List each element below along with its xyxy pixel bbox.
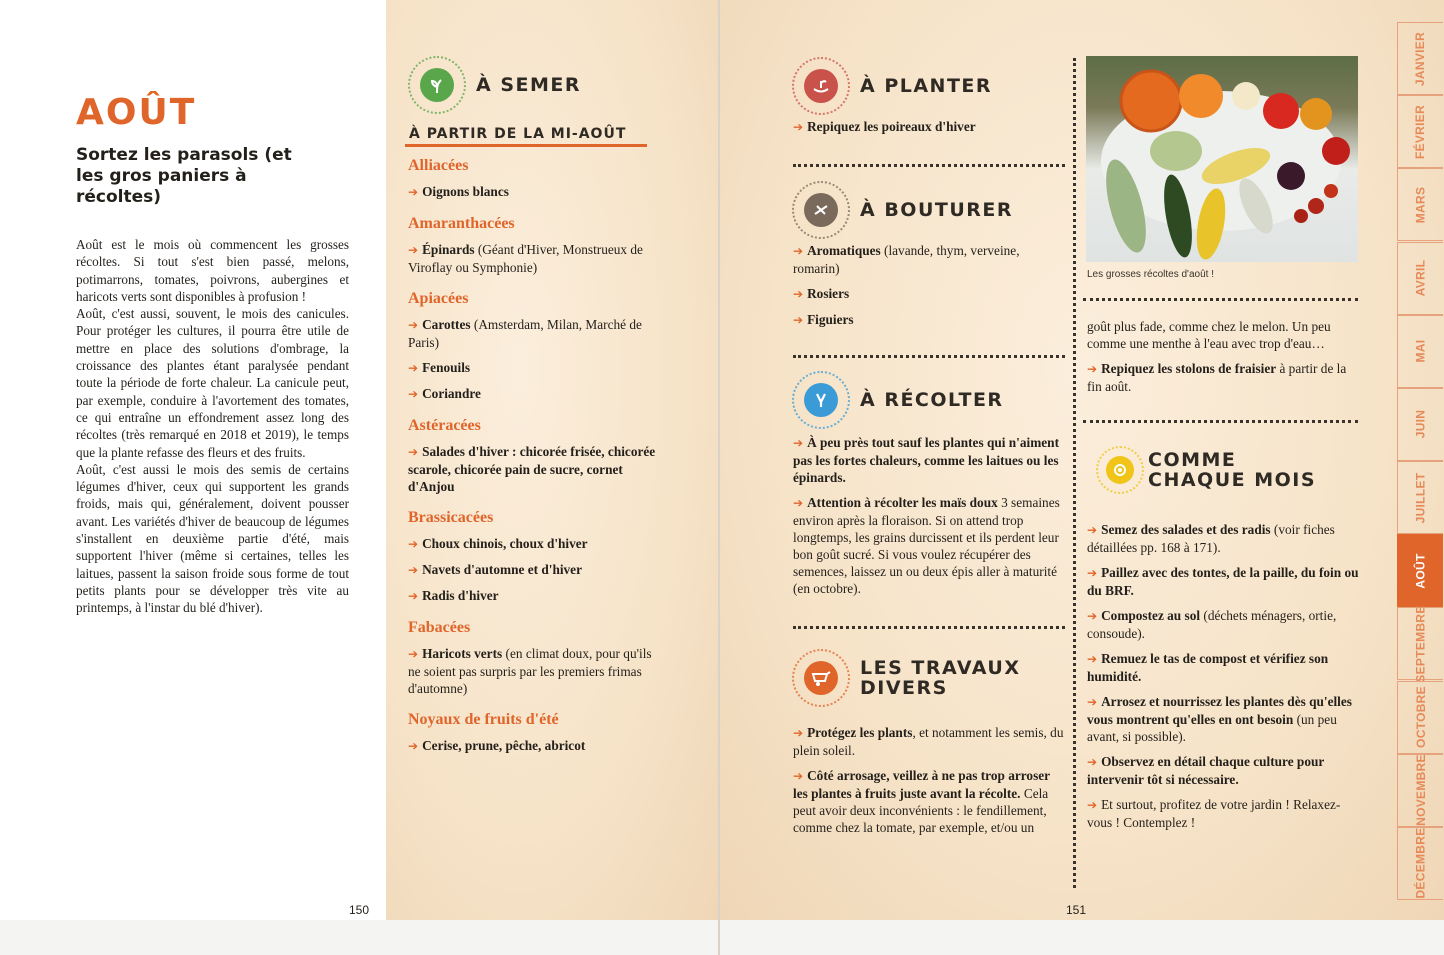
item-bold: Coriandre <box>422 386 481 401</box>
cutting-icon <box>796 185 846 235</box>
chaque-mois-list <box>1087 521 1359 839</box>
month-tab[interactable] <box>1397 388 1443 461</box>
arrow-icon: ➔ <box>793 244 804 258</box>
list-item <box>793 724 1065 759</box>
month-tab[interactable] <box>1397 534 1443 607</box>
arrow-icon: ➔ <box>1087 652 1098 666</box>
plant-family <box>408 157 658 201</box>
list-item <box>793 242 1063 277</box>
left-page <box>0 0 718 920</box>
item-bold: Arrosez et nourrissez les plantes dès qu'elles vous montrent qu'elles en ont besoin <box>1087 694 1352 727</box>
plant-family <box>408 417 658 495</box>
list-item <box>793 311 1063 329</box>
arrow-icon: ➔ <box>1087 695 1098 709</box>
intro-paragraph: Août, c'est aussi, souvent, le mois des canicules. Pour protéger les cultures, il pourra être utile de mettre en place des solutions d'ombrage, la croissance des plantes étant paralysée pendant toute la période de forte chaleur. La canicule peut, par exemple, conduire à l'avortement des tomates, ce qui entraîne un effondrement assez long des récoltes (très remarqué en 2018 et 2019), le temps que la plante refasse des fleurs et des fruits. <box>76 306 349 460</box>
family-name: Astéracées <box>408 417 481 434</box>
month-tab[interactable] <box>1397 681 1443 754</box>
arrow-icon: ➔ <box>408 537 419 551</box>
item-bold: Paillez avec des tontes, de la paille, du foin ou du BRF. <box>1087 565 1359 598</box>
arrow-icon: ➔ <box>1087 523 1098 537</box>
family-name: Amaranthacées <box>408 215 515 232</box>
family-name: Fabacées <box>408 619 471 636</box>
item-bold: Figuiers <box>807 312 854 327</box>
list-item <box>793 434 1065 486</box>
intro-paragraph: Août est le mois où commencent les grosses récoltes. Si tout s'est bien passé, melons, potimarrons, tomates, poivrons, aubergines et haricots verts sont disponibles à profusion ! <box>76 237 349 304</box>
item-bold: Haricots verts <box>422 646 503 661</box>
item-bold: Fenouils <box>422 360 471 375</box>
section-title: À BOUTURER <box>860 199 1014 221</box>
month-tab-label: NOVEMBRE <box>1413 754 1428 827</box>
list-item <box>1087 607 1359 642</box>
arrow-icon: ➔ <box>408 185 419 199</box>
item-bold: Observez en détail chaque culture pour intervenir tôt si nécessaire. <box>1087 754 1325 787</box>
item-text: (un peu avant, si possible). <box>1087 712 1337 744</box>
item-text: Cela peut avoir deux inconvénients : le fendillement, comme chez la tomate, par exemple, et/ou un <box>793 786 1049 835</box>
arrow-icon: ➔ <box>793 287 804 301</box>
seed-sprout-icon <box>412 60 462 110</box>
continuation-text: goût plus fade, comme chez le melon. Un peu comme une menthe à l'eau avec trop d'eau… <box>1087 319 1331 351</box>
item-bold: Choux chinois, choux d'hiver <box>422 536 588 551</box>
month-tab[interactable] <box>1397 315 1443 388</box>
month-tab-label: JUIN <box>1413 410 1428 439</box>
item-text: (voir fiches détaillées pp. 168 à 171). <box>1087 522 1335 555</box>
month-tab-label: JANVIER <box>1413 31 1428 86</box>
section-title: À RÉCOLTER <box>860 389 1004 411</box>
list-item <box>408 183 658 201</box>
arrow-icon: ➔ <box>1087 798 1098 812</box>
item-bold: Épinards <box>422 242 475 257</box>
item-bold: À peu près tout sauf les plantes qui n'aiment pas les fortes chaleurs, comme les laitues ou les épinards. <box>793 435 1059 485</box>
section-title-line: DIVERS <box>860 677 948 699</box>
month-tab-label: AVRIL <box>1413 259 1428 297</box>
item-text: (Amsterdam, Milan, Marché de Paris) <box>408 317 642 350</box>
arrow-icon: ➔ <box>793 726 804 740</box>
list-item <box>1087 564 1359 599</box>
family-name: Brassicacées <box>408 509 494 526</box>
section-heading-recolter <box>796 375 1004 425</box>
arrow-icon: ➔ <box>408 739 419 753</box>
item-bold: Navets d'automne et d'hiver <box>422 562 582 577</box>
section-heading-bouturer <box>796 185 1013 235</box>
list-item <box>1087 521 1359 556</box>
arrow-icon: ➔ <box>408 361 419 375</box>
page-subtitle: Sortez les parasols (et les gros paniers à récoltes) <box>76 145 292 207</box>
semer-list <box>408 157 658 769</box>
section-title <box>860 658 1021 698</box>
item-bold: Repiquez les poireaux d'hiver <box>807 119 976 134</box>
item-bold: Remuez le tas de compost et vérifiez son humidité. <box>1087 651 1329 684</box>
plant-family <box>408 215 658 276</box>
list-item <box>408 561 658 579</box>
item-bold: Protégez les plants <box>807 725 913 740</box>
arrow-icon: ➔ <box>408 563 419 577</box>
list-item <box>793 767 1065 836</box>
flower-icon <box>1100 450 1140 490</box>
arrow-icon: ➔ <box>1087 609 1098 623</box>
plant-family <box>408 290 658 403</box>
item-bold: Carottes <box>422 317 471 332</box>
month-tab-label: FÉVRIER <box>1413 104 1428 159</box>
section-heading-travaux <box>796 653 1021 703</box>
section-title-line: CHAQUE MOIS <box>1148 469 1317 491</box>
section-title: À PLANTER <box>860 75 993 97</box>
subheading-underline <box>405 144 647 147</box>
month-tab[interactable] <box>1397 605 1443 683</box>
month-tab-label: OCTOBRE <box>1413 686 1428 749</box>
list-item <box>408 645 658 697</box>
item-bold: Compostez au sol <box>1101 608 1201 623</box>
month-tab[interactable] <box>1397 168 1443 241</box>
arrow-icon: ➔ <box>793 436 804 450</box>
item-bold: Oignons blancs <box>422 184 509 199</box>
list-item <box>1087 693 1359 745</box>
family-name: Apiacées <box>408 290 469 307</box>
intro-text <box>76 236 349 617</box>
item-text: (déchets ménagers, ortie, consoude). <box>1087 608 1337 641</box>
plant-family <box>408 509 658 605</box>
section-heading-semer <box>412 60 581 110</box>
item-bold: Cerise, prune, pêche, abricot <box>422 738 586 753</box>
photo-caption: Les grosses récoltes d'août ! <box>1087 269 1214 280</box>
section-divider <box>1083 420 1358 423</box>
list-item <box>1087 753 1359 788</box>
item-bold: Attention à récolter les maïs doux <box>807 495 998 510</box>
item-text: Et surtout, profitez de votre jardin ! Relaxez-vous ! Contemplez ! <box>1087 797 1341 830</box>
harvest-basket-icon <box>796 375 846 425</box>
month-tab-label: MARS <box>1413 186 1428 224</box>
month-tab-label: DÉCEMBRE <box>1413 827 1428 899</box>
recolter-list <box>793 434 1065 605</box>
list-item <box>1087 360 1357 395</box>
section-divider <box>1083 298 1358 301</box>
section-title: À SEMER <box>476 74 581 96</box>
item-bold: Salades d'hiver : chicorée frisée, chicorée scarole, chicorée pain de sucre, cornet d'Anjou <box>408 444 656 494</box>
item-text: (lavande, thym, verveine, romarin) <box>793 243 1020 276</box>
arrow-icon: ➔ <box>408 589 419 603</box>
month-title: AOÛT <box>76 92 197 133</box>
item-text: , et notamment les semis, du plein soleil. <box>793 725 1064 758</box>
semer-subheading: À PARTIR DE LA MI-AOÛT <box>409 126 627 142</box>
list-item <box>408 443 658 495</box>
item-text: 3 semaines environ après la floraison. Si on attend trop longtemps, les grains durcissent et ils perdent leur bon goût sucré. Si vous voulez récupérer des semences, laissez un ou deux épis aller à maturité (en octobre). <box>793 495 1060 596</box>
list-item <box>408 737 658 755</box>
list-item <box>408 359 658 377</box>
list-item <box>793 285 1063 303</box>
arrow-icon: ➔ <box>1087 566 1098 580</box>
arrow-icon: ➔ <box>1087 755 1098 769</box>
month-tab-label: AOÛT <box>1413 553 1428 589</box>
arrow-icon: ➔ <box>793 496 804 510</box>
section-divider <box>793 355 1065 358</box>
arrow-icon: ➔ <box>408 647 419 661</box>
item-bold: Semez des salades et des radis <box>1101 522 1271 537</box>
arrow-icon: ➔ <box>408 243 419 257</box>
wheelbarrow-icon <box>796 653 846 703</box>
arrow-icon: ➔ <box>408 318 419 332</box>
month-tab[interactable] <box>1397 95 1443 168</box>
item-bold: Aromatiques <box>807 243 881 258</box>
list-item <box>408 385 658 403</box>
item-bold: Repiquez les stolons de fraisier <box>1101 361 1277 376</box>
section-heading-chaque-mois <box>1100 450 1316 490</box>
plant-family <box>408 711 658 755</box>
arrow-icon: ➔ <box>793 313 804 327</box>
list-item <box>408 241 658 276</box>
month-tab-label: JUILLET <box>1413 472 1428 523</box>
planter-list <box>793 118 1063 144</box>
month-tab-label: SEPTEMBRE <box>1413 605 1428 683</box>
section-title <box>1148 450 1316 490</box>
list-item <box>408 316 658 351</box>
list-item <box>1087 650 1359 685</box>
section-title-line: LES TRAVAUX <box>860 657 1021 679</box>
item-text: (en climat doux, pour qu'ils ne soient pas surpris par les premiers frimas d'automne) <box>408 646 652 696</box>
month-tab[interactable] <box>1397 242 1443 315</box>
vegetable-harvest-photo <box>1086 56 1358 262</box>
family-name: Alliacées <box>408 157 469 174</box>
list-item <box>793 494 1065 597</box>
list-item <box>408 535 658 553</box>
plant-family <box>408 619 658 697</box>
month-tab-label: MAI <box>1413 339 1428 363</box>
month-tabs <box>1397 22 1443 900</box>
month-tab[interactable] <box>1397 461 1443 534</box>
item-text: (Géant d'Hiver, Monstrueux de Viroflay ou Symphonie) <box>408 242 643 275</box>
section-divider <box>793 626 1065 629</box>
column-divider <box>1073 58 1076 888</box>
item-bold: Radis d'hiver <box>422 588 499 603</box>
arrow-icon: ➔ <box>408 387 419 401</box>
travaux-list <box>793 724 1065 844</box>
item-bold: Rosiers <box>807 286 850 301</box>
section-heading-planter <box>796 61 992 111</box>
item-bold: Côté arrosage, veillez à ne pas trop arroser les plantes à fruits juste avant la récolte. <box>793 768 1050 801</box>
list-item <box>793 118 1063 136</box>
arrow-icon: ➔ <box>408 445 419 459</box>
intro-paragraph: Août, c'est aussi le mois des semis de certains légumes d'hiver, ceux qui supportent les grands froids, mais qui, généralement, doivent pousser avant. Les variétés d'hiver de beaucoup de légumes s'installent en deuxième partie d'été, mais supportent l'hiver (même si certaines, telles les laitues, passent la saison froide sous forme de tout petits plants pour se développer très vite au printemps, à l'instar du blé d'hiver). <box>76 461 349 616</box>
section-title-line: COMME <box>1148 449 1237 471</box>
arrow-icon: ➔ <box>793 120 804 134</box>
item-text: à partir de la fin août. <box>1087 361 1347 394</box>
month-tab[interactable] <box>1397 22 1443 95</box>
list-item <box>1087 796 1359 831</box>
section-divider <box>793 164 1065 167</box>
arrow-icon: ➔ <box>1087 362 1098 376</box>
arrow-icon: ➔ <box>793 769 804 783</box>
planting-hand-icon <box>796 61 846 111</box>
page-number-left: 150 <box>349 903 370 917</box>
bouturer-list <box>793 242 1063 337</box>
family-name: Noyaux de fruits d'été <box>408 711 559 728</box>
continuation-block <box>1087 318 1357 403</box>
page-number-right: 151 <box>1066 903 1087 917</box>
list-item <box>408 587 658 605</box>
month-tab[interactable] <box>1397 827 1443 900</box>
month-tab[interactable] <box>1397 754 1443 827</box>
